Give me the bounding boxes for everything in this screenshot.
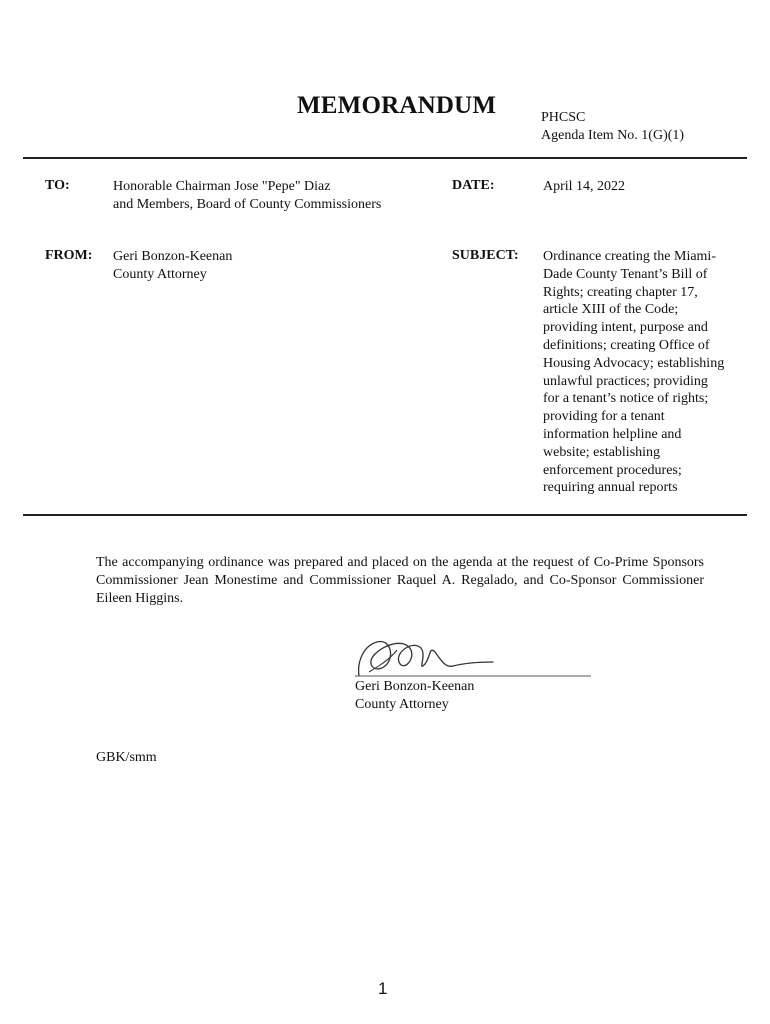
subject-line: Rights; creating chapter 17, <box>543 284 698 300</box>
subject-line: providing for a tenant <box>543 409 665 425</box>
body-paragraph: The accompanying ordinance was prepared and placed on the agenda at the request of Co-Prime Sponsors Commissioner Jean Monestime and Commissioner Raquel A. Regalado, and Co-Sponsor Commissioner Eileen Higgins. <box>96 555 704 606</box>
subject-label: SUBJECT: <box>452 248 519 263</box>
from-line: County Attorney <box>113 267 207 282</box>
page-number: 1 <box>378 979 388 998</box>
signatory-name: Geri Bonzon-Keenan <box>355 679 475 694</box>
from-label: FROM: <box>45 248 93 263</box>
from-sender <box>113 248 232 284</box>
memo-title: MEMORANDUM <box>297 92 497 119</box>
handwritten-signature <box>355 632 595 682</box>
agenda-item-number: Agenda Item No. 1(G)(1) <box>541 128 685 143</box>
subject-line: definitions; creating Office of <box>543 337 710 353</box>
subject-line: requiring annual reports <box>543 480 678 496</box>
from-line: Geri Bonzon-Keenan <box>113 249 233 264</box>
subject-line: Housing Advocacy; establishing <box>543 355 725 371</box>
subject-line: Dade County Tenant’s Bill of <box>543 266 708 282</box>
to-label: TO: <box>45 178 70 193</box>
signatory-title: County Attorney <box>355 697 449 712</box>
subject-line: for a tenant’s notice of rights; <box>543 391 709 407</box>
bottom-divider <box>23 514 747 516</box>
subject-line: website; establishing <box>543 444 661 460</box>
subject-line: information helpline and <box>543 426 682 442</box>
top-divider <box>23 157 747 159</box>
date-value: April 14, 2022 <box>543 179 626 194</box>
subject-line: Ordinance creating the Miami- <box>543 249 716 264</box>
subject-line: providing intent, purpose and <box>543 320 708 336</box>
subject-text <box>543 248 748 497</box>
to-line: and Members, Board of County Commissioners <box>113 197 382 212</box>
subject-line: enforcement procedures; <box>543 462 682 478</box>
to-line: Honorable Chairman Jose "Pepe" Diaz <box>113 179 331 194</box>
subject-line: article XIII of the Code; <box>543 302 679 318</box>
subject-line: unlawful practices; providing <box>543 373 708 389</box>
to-recipients <box>113 178 381 214</box>
reference-initials: GBK/smm <box>96 750 157 765</box>
date-label: DATE: <box>452 178 495 193</box>
header-reference <box>541 109 684 145</box>
signatory <box>355 678 474 714</box>
committee-code: PHCSC <box>541 110 586 125</box>
